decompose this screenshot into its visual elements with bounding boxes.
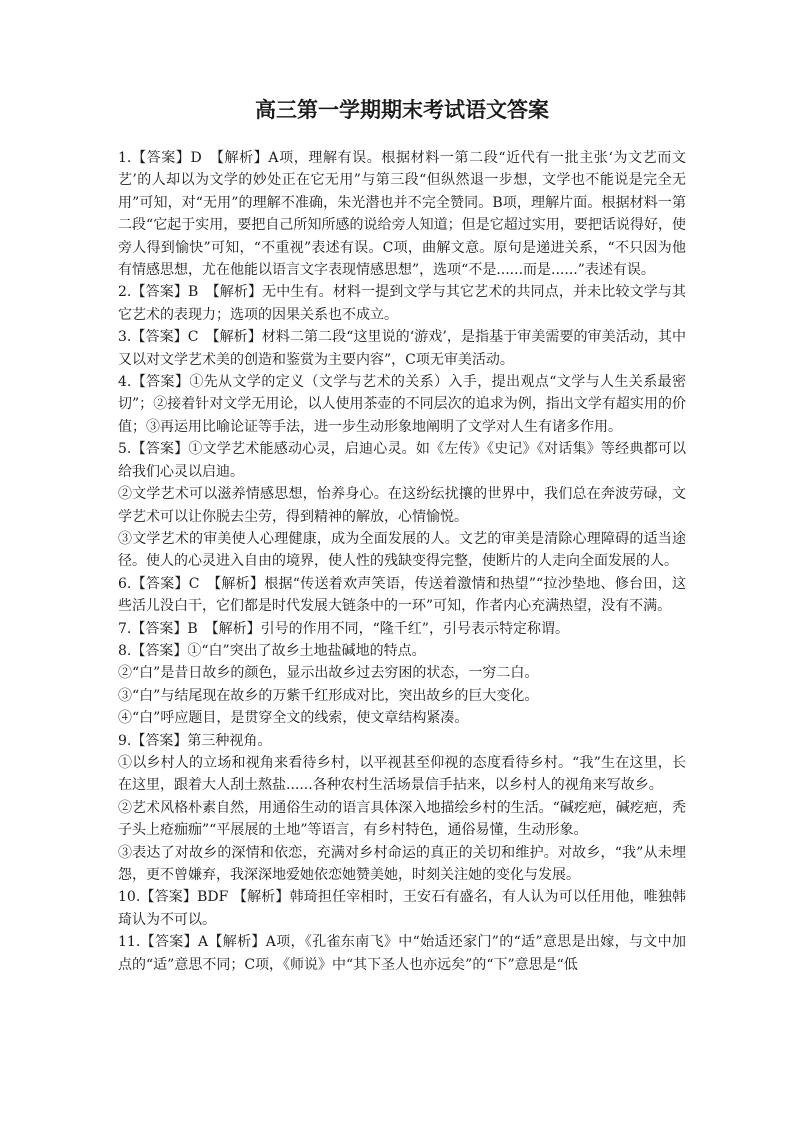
answer-content: [118, 147, 686, 976]
answer-paragraph: ③文学艺术的审美使人心理健康，成为全面发展的人。文艺的审美是清除心理障碍的适当途径。使人的心灵进入自由的境界，使人性的残缺变得完整，使断片的人走向全面发展的人。: [118, 530, 686, 570]
answer-paragraph: 4.【答案】①先从文学的定义（文学与艺术的关系）入手，提出观点“文学与人生关系最密切”；②接着针对文学无用论，以人使用茶壶的不同层次的追求为例，指出文学有超实用的价值；③再运用比喻论证等手法，进一步生动形象地阐明了文学对人生有诸多作用。: [118, 374, 686, 435]
answer-paragraph: 6.【答案】C 【解析】根据“传送着欢声笑语，传送着激情和热望”“拉沙垫地、修台田，这些活儿没白干，它们都是时代发展大链条中的一环”可知，作者内心充满热望，没有不满。: [118, 575, 686, 615]
answer-paragraph: ②艺术风格朴素自然，用通俗生动的语言具体深入地描绘乡村的生活。“碱疙疤，碱疙疤，秃子头上疮痂痂”“平展展的土地”等语言，有乡村特色，通俗易懂，生动形象。: [118, 799, 686, 839]
answer-paragraph: ②“白”是昔日故乡的颜色，显示出故乡过去穷困的状态，一穷二白。: [118, 665, 539, 682]
answer-paragraph: 9.【答案】第三种视角。: [118, 732, 272, 749]
answer-paragraph: 2.【答案】B 【解析】无中生有。材料一提到文学与其它艺术的共同点，并未比较文学与其它艺术的表现力；选项的因果关系也不成立。: [118, 284, 686, 323]
answer-paragraph: 3.【答案】C 【解析】材料二第二段“这里说的‘游戏’，是指基于审美需要的审美活动，其中又以对文学艺术美的创造和鉴赏为主要内容”，C项无审美活动。: [118, 329, 686, 368]
answer-paragraph: 11.【答案】A【解析】A项，《孔雀东南飞》中“始适还家门”的“适”意思是出嫁，与文中加点的“适”意思不同；C项，《师说》中“其下圣人也亦远矣”的“下”意思是“低: [118, 934, 686, 973]
page-title: 高三第一学期期末考试语文答案: [255, 98, 549, 122]
answer-paragraph: 1.【答案】D 【解析】A项，理解有误。根据材料一第二段“近代有一批主张‘为文艺而文艺’的人却以为文学的妙处正在它无用”与第三段“但纵然退一步想，文学也不能说是完全无用”可知，对“无用”的理解不准确，朱光潜也并不完全赞同。B项，理解片面。根据材料一第二段“它起于实用，要把自己所知所感的说给旁人知道；但是它超过实用，要把话说得好，使旁人得到愉快”可知，“不重视”表述有误。C项，曲解文意。原句是递进关系，“不只因为他有情感思想，尤在他能以语言文字表现情感思想”，选项“不是......而是......”表述有误。: [118, 150, 686, 279]
answer-paragraph: ④“白”呼应题目，是贯穿全文的线索，使文章结构紧凑。: [118, 710, 469, 727]
answer-paragraph: ②文学艺术可以滋养情感思想，怡养身心。在这纷纭扰攘的世界中，我们总在奔波劳碌，文学艺术可以让你脱去尘劳，得到精神的解放，心情愉悦。: [118, 486, 686, 525]
answer-paragraph: 8.【答案】①“白”突出了故乡土地盐碱地的特点。: [118, 642, 426, 659]
answer-paragraph: ③表达了对故乡的深情和依恋，充满对乡村命运的真正的关切和维护。对故乡，“我”从未埋怨，更不曾嫌弃，我深深地爱她依恋她赞美她，时刻关注她的变化与发展。: [118, 844, 686, 883]
answer-paragraph: 7.【答案】B 【解析】引号的作用不同，“隆千红”，引号表示特定称谓。: [118, 620, 569, 637]
answer-paragraph: 10.【答案】BDF 【解析】韩琦担任宰相时，王安石有盛名，有人认为可以任用他，唯独韩琦认为不可以。: [118, 889, 686, 928]
answer-paragraph: 5.【答案】①文学艺术能感动心灵，启迪心灵。如《左传》《史记》《对话集》等经典都可以给我们心灵以启迪。: [118, 441, 686, 480]
answer-paragraph: ①以乡村人的立场和视角来看待乡村，以平视甚至仰视的态度看待乡村。“我”生在这里，长在这里，跟着大人刮土熬盐......各种农村生活场景信手拈来，以乡村人的视角来写故乡。: [118, 754, 686, 794]
answer-paragraph: ③“白”与结尾现在故乡的万紫千红形成对比，突出故乡的巨大变化。: [118, 687, 539, 704]
